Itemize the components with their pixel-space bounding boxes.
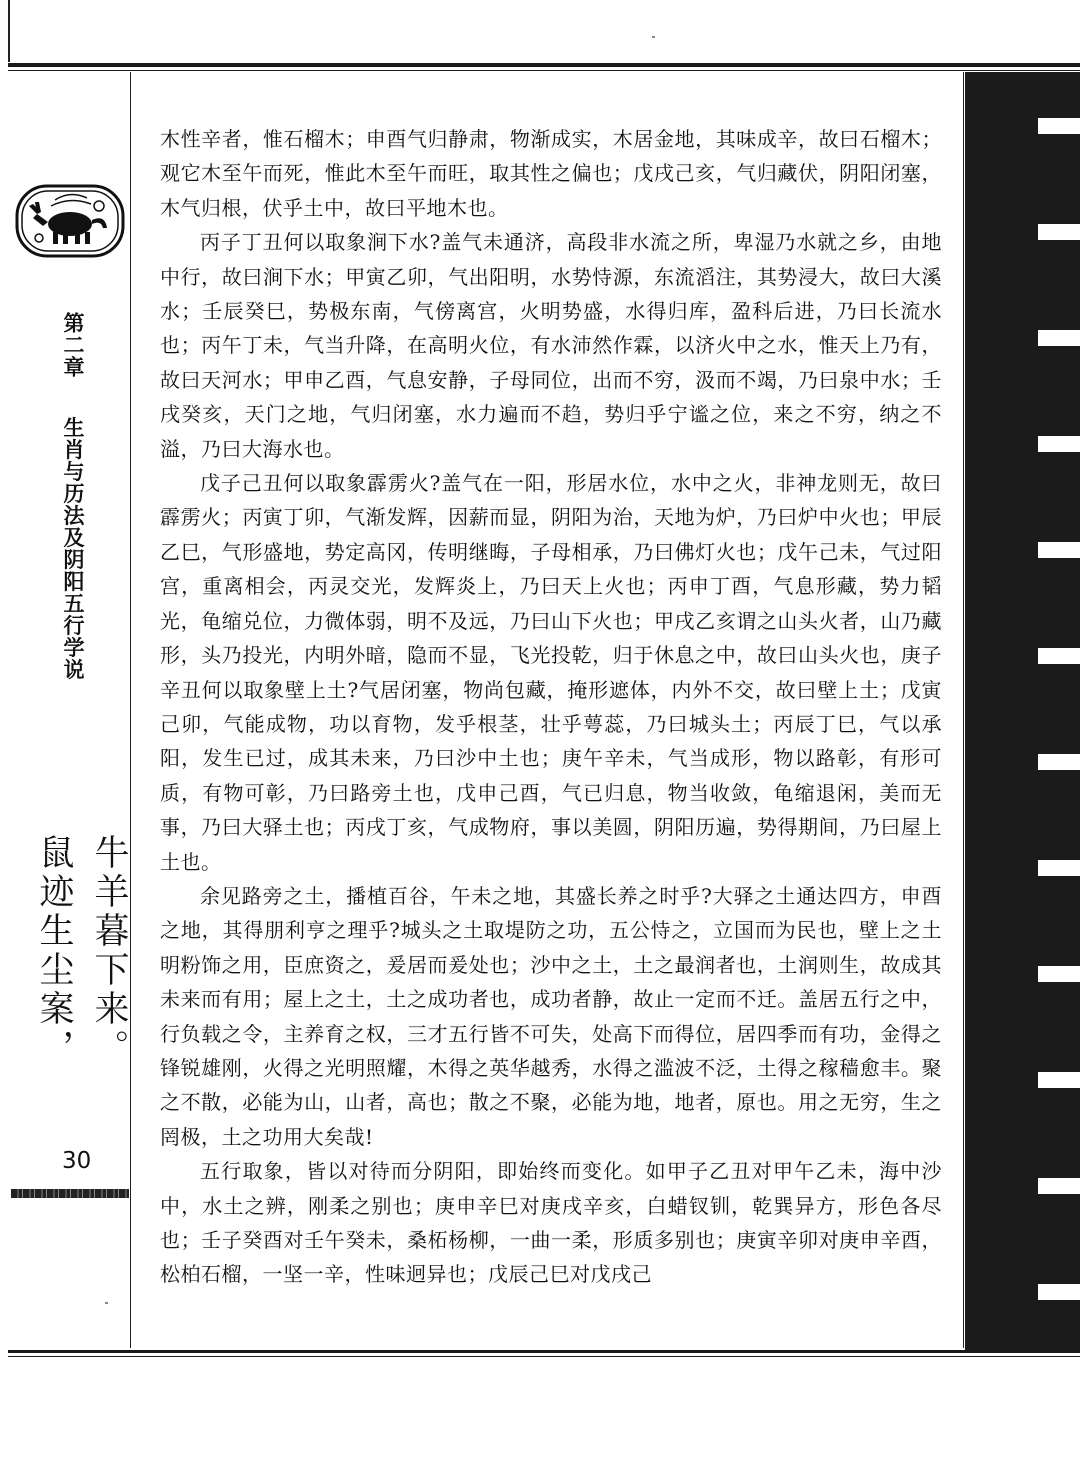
chapter-gap <box>61 386 85 408</box>
film-strip-icon <box>965 72 1080 1350</box>
film-perforation <box>1038 542 1080 558</box>
film-perforation <box>1038 648 1080 664</box>
ox-emblem-icon <box>15 184 125 258</box>
film-perforation <box>1038 1284 1080 1300</box>
chapter-subtitle: 生肖与历法及阴阳五行学说 <box>61 416 85 681</box>
bottom-rule <box>8 1350 1080 1353</box>
page-number-bar <box>11 1189 129 1198</box>
chapter-number: 第二章 <box>61 312 85 378</box>
text-frame-right <box>963 72 964 1348</box>
film-perforation <box>1038 224 1080 240</box>
body-text <box>160 122 942 1292</box>
top-rule <box>8 63 1080 67</box>
film-perforation <box>1038 754 1080 770</box>
film-perforation <box>1038 966 1080 982</box>
paragraph: 五行取象，皆以对待而分阴阳，即始终而变化。如甲子乙丑对甲午乙未，海中沙中，水土之辨，刚柔之别也；庚申辛巳对庚戌辛亥，白蜡钗钏，乾巽异方，形色各尽也；壬子癸酉对壬午癸未，桑柘杨柳，一曲一柔，形质多别也；庚寅辛卯对庚申辛酉，松柏石榴，一坚一辛，性味迥异也；戊辰己巳对戊戌己 <box>160 1159 942 1287</box>
paragraph: 木性辛者，惟石榴木；申酉气归静肃，物渐成实，木居金地，其味成辛，故曰石榴木；观它木至午而死，惟此木至午而旺，取其性之偏也；戊戌己亥，气归藏伏，阴阳闭塞，木气归根，伏乎土中，故曰平地木也。 <box>160 127 942 220</box>
sidebar-divider <box>130 72 131 1348</box>
page-number: 30 <box>62 1148 92 1174</box>
bottom-rule-thin <box>8 1356 1080 1357</box>
top-rule-thin <box>8 70 1080 71</box>
film-perforation <box>1038 118 1080 134</box>
film-perforation <box>1038 436 1080 452</box>
scan-speck <box>105 1302 108 1304</box>
scan-speck <box>652 36 655 38</box>
poem-line-1: 牛羊暮下来。 <box>89 834 129 1068</box>
film-perforation <box>1038 330 1080 346</box>
paragraph: 戊子己丑何以取象霹雳火?盖气在一阳，形居水位，水中之火，非神龙则无，故曰霹雳火；丙寅丁卯，气渐发辉，因薪而显，阴阳为治，天地为炉，乃曰炉中火也；甲辰乙巳，气形盛地，势定高冈，传明继晦，子母相承，乃曰佛灯火也；戊午己未，气过阳宫，重离相会，丙灵交光，发辉炎上，乃曰天上火也；丙申丁酉，气息形藏，势力韬光，龟缩兑位，力微体弱，明不及远，乃曰山下火也；甲戌乙亥谓之山头火者，山乃藏形，头乃投光，内明外暗，隐而不显，飞光投乾，归于休息之中，故曰山头火也，庚子辛丑何以取象壁上土?气居闭塞，物尚包藏，掩形遮体，内外不交，故曰壁上土；戊寅己卯，气能成物，功以育物，发乎根茎，壮乎萼蕊，乃曰城头土；丙辰丁巳，气以承阳，发生已过，成其未来，乃曰沙中土也；庚午辛未，气当成形，物以路彰，有形可质，有物可彰，乃曰路旁土也，戊申己酉，气已归息，物当收敛，龟缩退闲，美而无事，乃曰大驿土也；丙戌丁亥，气成物府，事以美圆，阴阳历遍，势得期间，乃曰屋上土也。 <box>160 471 942 874</box>
paragraph: 丙子丁丑何以取象涧下水?盖气未通济，高段非水流之所，卑湿乃水就之乡，由地中行，故曰涧下水；甲寅乙卯，气出阳明，水势恃源，东流滔注，其势浸大，故曰大溪水；壬辰癸巳，势极东南，气傍离宫，火明势盛，水得归库，盈科后进，乃曰长流水也；丙午丁未，气当升降，在高明火位，有水沛然作霖，以济火中之水，惟天上乃有，故曰天河水；甲申乙酉，气息安静，子母同位，出而不穷，汲而不竭，乃曰泉中水；壬戌癸亥，天门之地，气归闭塞，水力遍而不趋，势归乎宁谧之位，来之不穷，纳之不溢，乃曰大海水也。 <box>160 230 942 461</box>
chapter-title <box>58 312 88 681</box>
left-edge-rule <box>8 0 10 62</box>
film-perforation <box>1038 860 1080 876</box>
poem-line-2: 鼠迹生尘案， <box>34 834 74 1068</box>
film-perforation <box>1038 1178 1080 1194</box>
film-perforation <box>1038 1072 1080 1088</box>
paragraph: 余见路旁之土，播植百谷，午未之地，其盛长养之时乎?大驿之土通达四方，申酉之地，其得朋利亨之理乎?城头之土取堤防之功，五公恃之，立国而为民也，壁上之土明粉饰之用，臣庶资之，爰居而爰处也；沙中之土，土之最润者也，土润则生，故成其未来而有用；屋上之土，土之成功者也，成功者静，故止一定而不迁。盖居五行之中，行负载之令，主养育之权，三才五行皆不可失，处高下而得位，居四季而有功，金得之锋锐雄刚，火得之光明照耀，木得之英华越秀，水得之滥波不泛，土得之稼穑愈丰。聚之不散，必能为山，山者，高也；散之不聚，必能为地，地者，原也。用之无穷，生之罔极，土之功用大矣哉! <box>160 883 942 1149</box>
